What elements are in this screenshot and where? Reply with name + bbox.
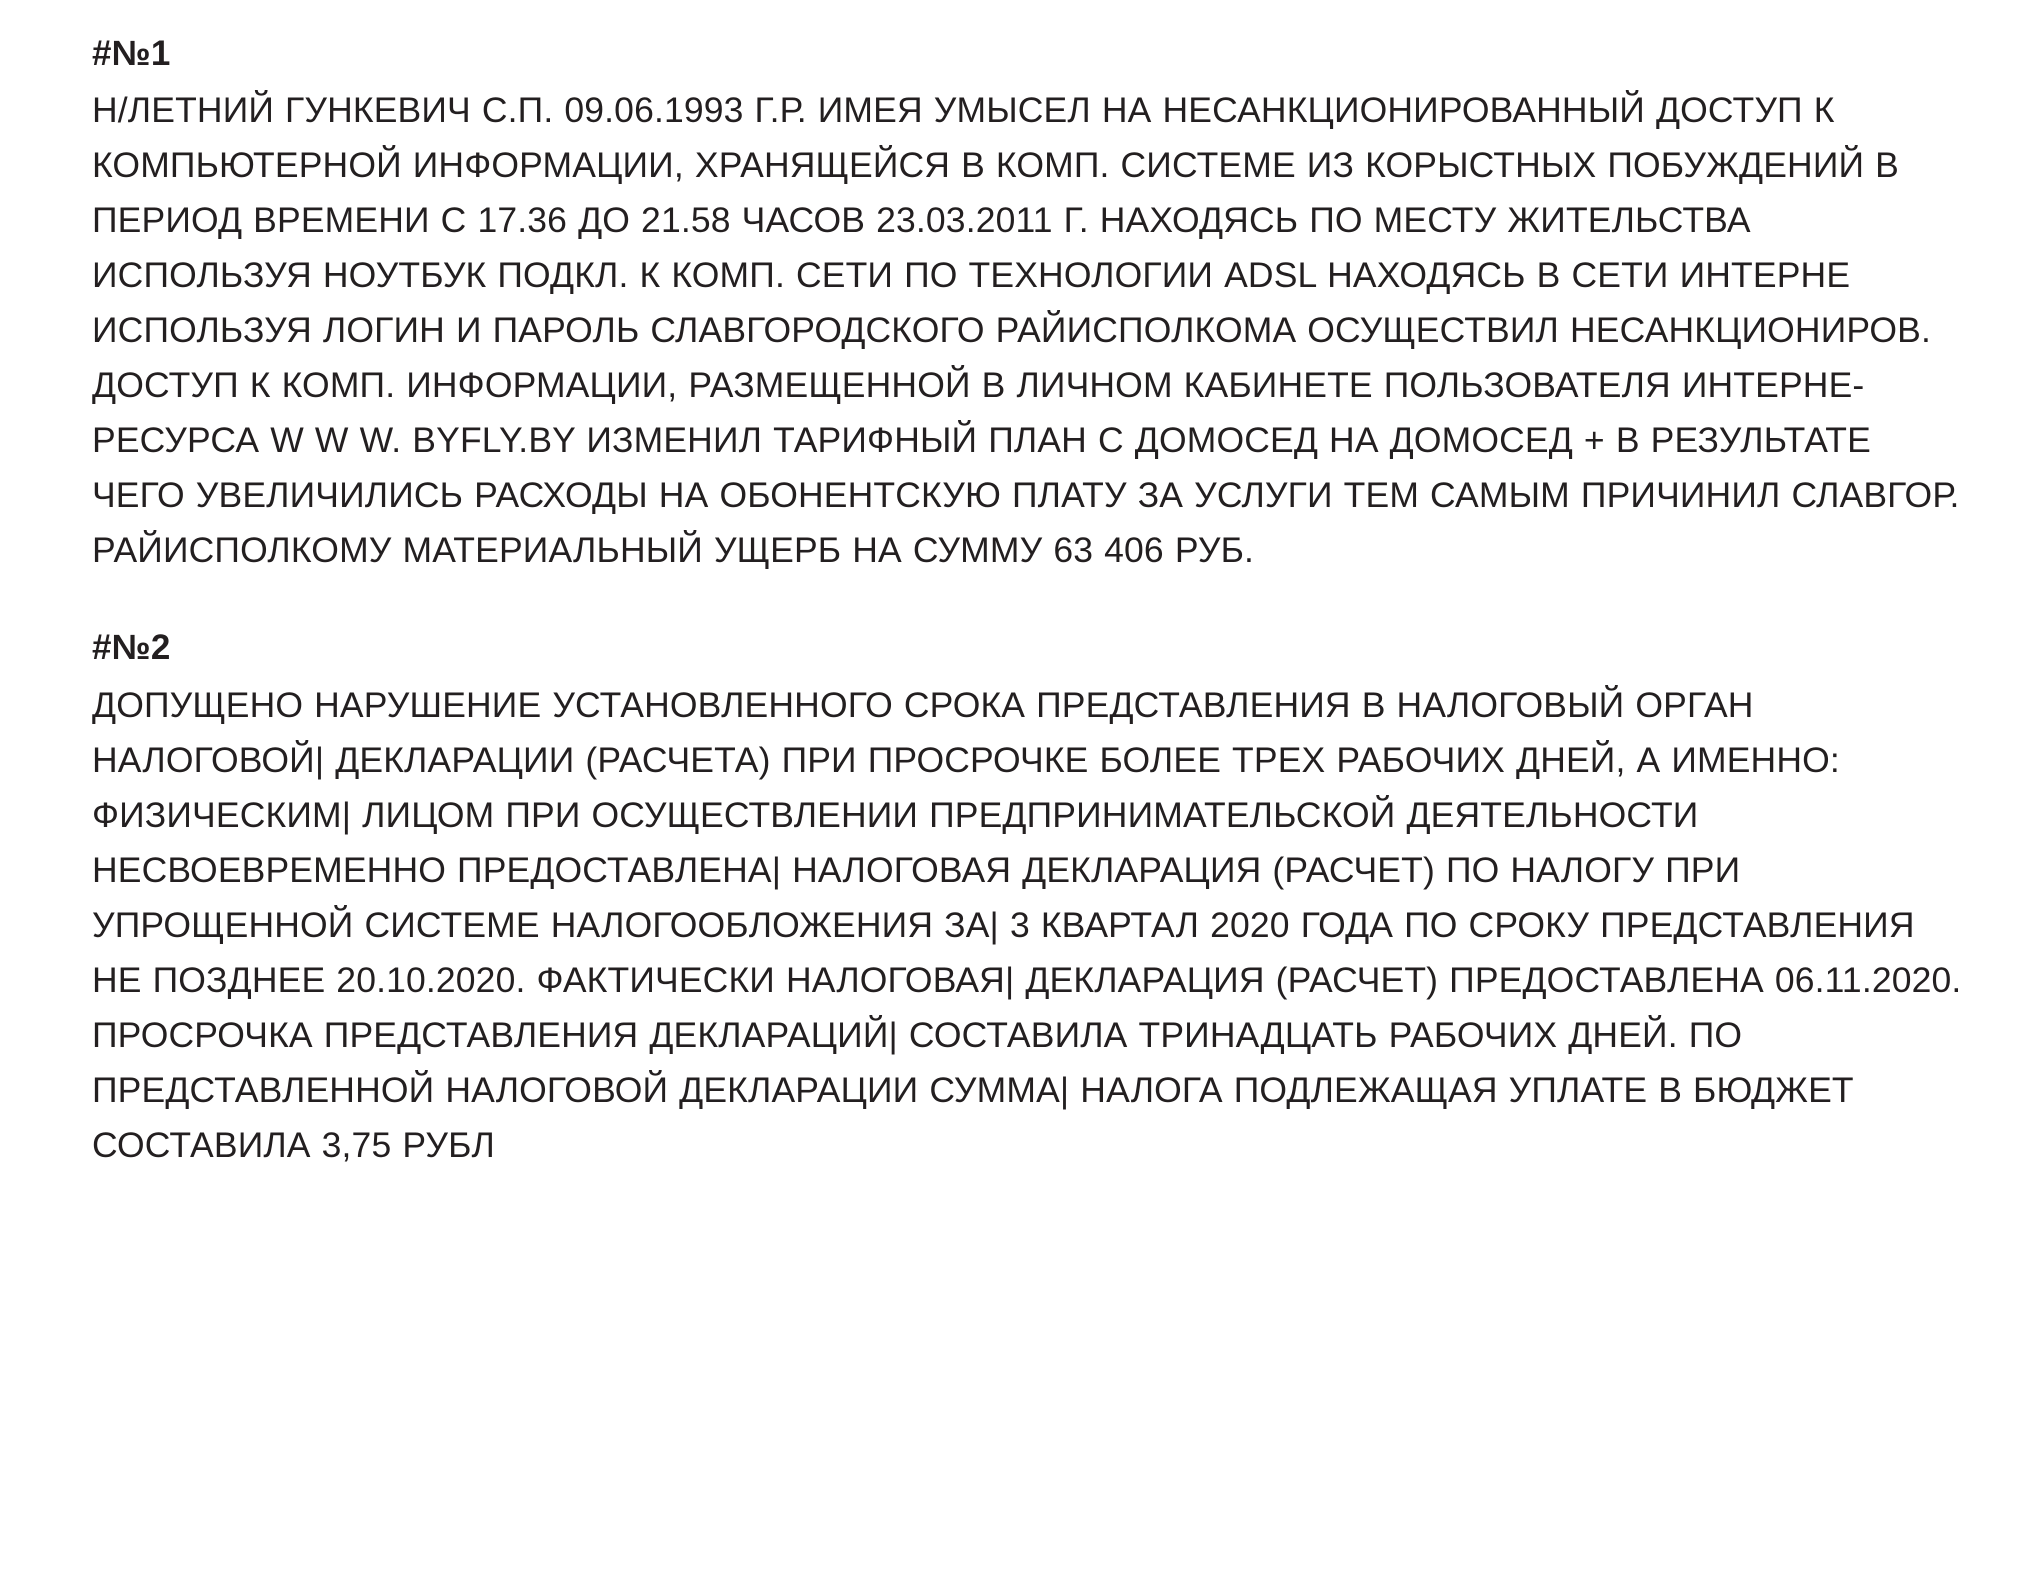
- document-entry: [92, 624, 1973, 1172]
- entry-heading: #№1: [92, 34, 171, 73]
- entry-heading: #№2: [92, 628, 171, 668]
- entry-body-text: Н/ЛЕТНИЙ ГУНКЕВИЧ С.П. 09.06.1993 Г.Р. ИМЕЯ УМЫСЕЛ НА НЕСАНКЦИОНИРОВАННЫЙ ДОСТУП К КОМПЬЮТЕРНОЙ ИНФОРМАЦИИ, ХРАНЯЩЕЙСЯ В КОМП. СИСТЕМЕ ИЗ КОРЫСТНЫХ ПОБУЖДЕНИЙ В ПЕРИОД ВРЕМЕНИ С 17.36 ДО 21.58 ЧАСОВ 23.03.2011 Г. НАХОДЯСЬ ПО МЕСТУ ЖИТЕЛЬСТВА ИСПОЛЬЗУЯ НОУТБУК ПОДКЛ. К КОМП. СЕТИ ПО ТЕХНОЛОГИИ ADSL НАХОДЯСЬ В СЕТИ ИНТЕРНЕ ИСПОЛЬЗУЯ ЛОГИН И ПАРОЛЬ СЛАВГОРОДСКОГО РАЙИСПОЛКОМА ОСУЩЕСТВИЛ НЕСАНКЦИОНИРОВ. ДОСТУП К КОМП. ИНФОРМАЦИИ, РАЗМЕЩЕННОЙ В ЛИЧНОМ КАБИНЕТЕ ПОЛЬЗОВАТЕЛЯ ИНТЕРНЕ-РЕСУРСА W W W. BYFLY.BY ИЗМЕНИЛ ТАРИФНЫЙ ПЛАН С ДОМОСЕД НА ДОМОСЕД + В РЕЗУЛЬТАТЕ ЧЕГО УВЕЛИЧИЛИСЬ РАСХОДЫ НА ОБОНЕНТСКУЮ ПЛАТУ ЗА УСЛУГИ ТЕМ САМЫМ ПРИЧИНИЛ СЛАВГОР. РАЙИСПОЛКОМУ МАТЕРИАЛЬНЫЙ УЩЕРБ НА СУММУ 63 406 РУБ.: [92, 90, 1960, 571]
- entry-body-text: ДОПУЩЕНО НАРУШЕНИЕ УСТАНОВЛЕННОГО СРОКА ПРЕДСТАВЛЕНИЯ В НАЛОГОВЫЙ ОРГАН НАЛОГОВОЙ| ДЕКЛАРАЦИИ (РАСЧЕТА) ПРИ ПРОСРОЧКЕ БОЛЕЕ ТРЕХ РАБОЧИХ ДНЕЙ, А ИМЕННО: ФИЗИЧЕСКИМ| ЛИЦОМ ПРИ ОСУЩЕСТВЛЕНИИ ПРЕДПРИНИМАТЕЛЬСКОЙ ДЕЯТЕЛЬНОСТИ НЕСВОЕВРЕМЕННО ПРЕДОСТАВЛЕНА| НАЛОГОВАЯ ДЕКЛАРАЦИЯ (РАСЧЕТ) ПО НАЛОГУ ПРИ УПРОЩЕННОЙ СИСТЕМЕ НАЛОГООБЛОЖЕНИЯ ЗА| 3 КВАРТАЛ 2020 ГОДА ПО СРОКУ ПРЕДСТАВЛЕНИЯ НЕ ПОЗДНЕЕ 20.10.2020. ФАКТИЧЕСКИ НАЛОГОВАЯ| ДЕКЛАРАЦИЯ (РАСЧЕТ) ПРЕДОСТАВЛЕНА 06.11.2020. ПРОСРОЧКА ПРЕДСТАВЛЕНИЯ ДЕКЛАРАЦИЙ| СОСТАВИЛА ТРИНАДЦАТЬ РАБОЧИХ ДНЕЙ. ПО ПРЕДСТАВЛЕННОЙ НАЛОГОВОЙ ДЕКЛАРАЦИИ СУММА| НАЛОГА ПОДЛЕЖАЩАЯ УПЛАТЕ В БЮДЖЕТ СОСТАВИЛА 3,75 РУБЛ: [92, 684, 1962, 1165]
- document-entry: [92, 30, 1973, 578]
